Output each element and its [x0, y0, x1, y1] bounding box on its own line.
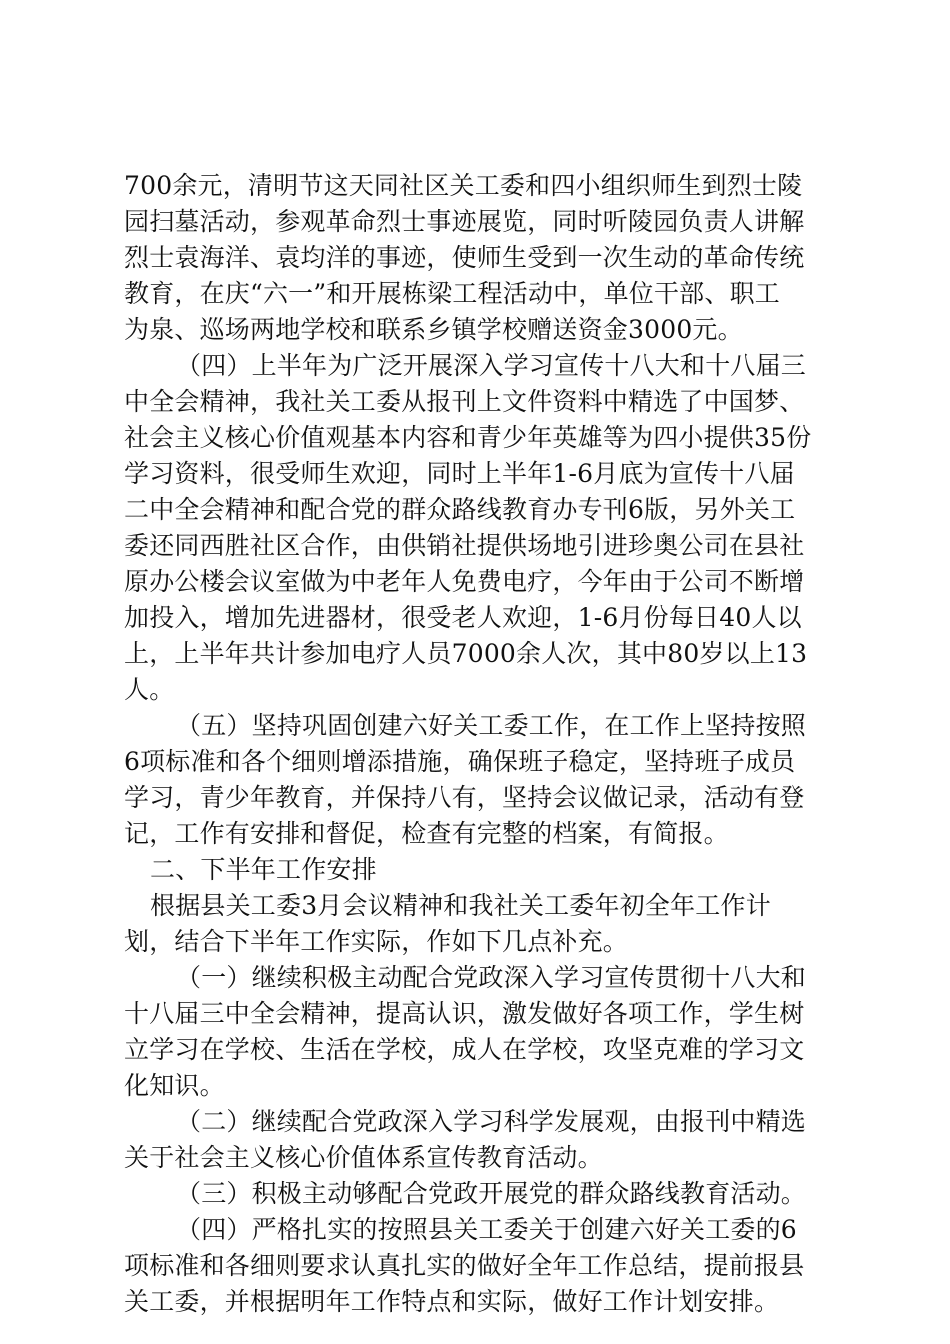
text-line: 关于社会主义核心价值体系宣传教育活动。 — [124, 1143, 603, 1172]
text-line: 学习资料，很受师生欢迎，同时上半年1-6月底为宣传十八届 — [124, 459, 795, 488]
text-line: 原办公楼会议室做为中老年人免费电疗，今年由于公司不断增 — [124, 567, 805, 596]
text-line: 人。 — [124, 675, 175, 704]
text-line: 6项标准和各个细则增添措施，确保班子稳定，坚持班子成员 — [124, 747, 796, 776]
text-line: 立学习在学校、生活在学校，成人在学校，攻坚克难的学习文 — [124, 1035, 805, 1064]
text-line: （四）上半年为广泛开展深入学习宣传十八大和十八届三 — [176, 351, 807, 380]
text-line: （三）积极主动够配合党政开展党的群众路线教育活动。 — [176, 1179, 807, 1208]
text-line: 化知识。 — [124, 1071, 225, 1100]
text-line: 委还同西胜社区合作，由供销社提供场地引进珍奥公司在县社 — [124, 531, 805, 560]
text-line: 700余元，清明节这天同社区关工委和四小组织师生到烈士陵 — [124, 171, 803, 200]
text-line: 烈士袁海洋、袁均洋的事迹，使师生受到一次生动的革命传统 — [124, 243, 805, 272]
text-line: 上，上半年共计参加电疗人员7000余人次，其中80岁以上13 — [124, 639, 808, 668]
text-line: （四）严格扎实的按照县关工委关于创建六好关工委的6 — [176, 1215, 797, 1244]
text-line: 二中全会精神和配合党的群众路线教育办专刊6版，另外关工 — [124, 495, 796, 524]
section-heading: 二、下半年工作安排 — [150, 855, 377, 884]
text-line: 园扫墓活动，参观革命烈士事迹展览，同时听陵园负责人讲解 — [124, 207, 805, 236]
text-line: （一）继续积极主动配合党政深入学习宣传贯彻十八大和 — [176, 963, 807, 992]
text-line: （二）继续配合党政深入学习科学发展观，由报刊中精选 — [176, 1107, 807, 1136]
text-line: 根据县关工委3月会议精神和我社关工委年初全年工作计 — [150, 891, 771, 920]
text-line: 加投入，增加先进器材，很受老人欢迎，1-6月份每日40人以 — [124, 603, 802, 632]
text-line: 关工委，并根据明年工作特点和实际，做好工作计划安排。 — [124, 1287, 780, 1316]
text-line: 为泉、巡场两地学校和联系乡镇学校赠送资金3000元。 — [124, 315, 743, 344]
text-line: 记，工作有安排和督促，检查有完整的档案，有简报。 — [124, 819, 729, 848]
text-line: 项标准和各细则要求认真扎实的做好全年工作总结，提前报县 — [124, 1251, 805, 1280]
text-line: 社会主义核心价值观基本内容和青少年英雄等为四小提供35份 — [124, 423, 812, 452]
text-line: 中全会精神，我社关工委从报刊上文件资料中精选了中国梦、 — [124, 387, 805, 416]
text-line: 十八届三中全会精神，提高认识，激发做好各项工作，学生树 — [124, 999, 805, 1028]
text-line: （五）坚持巩固创建六好关工委工作，在工作上坚持按照 — [176, 711, 807, 740]
text-line: 学习，青少年教育，并保持八有，坚持会议做记录，活动有登 — [124, 783, 805, 812]
text-line: 教育，在庆“六一”和开展栋梁工程活动中，单位干部、职工 — [124, 279, 780, 308]
text-line: 划，结合下半年工作实际，作如下几点补充。 — [124, 927, 629, 956]
